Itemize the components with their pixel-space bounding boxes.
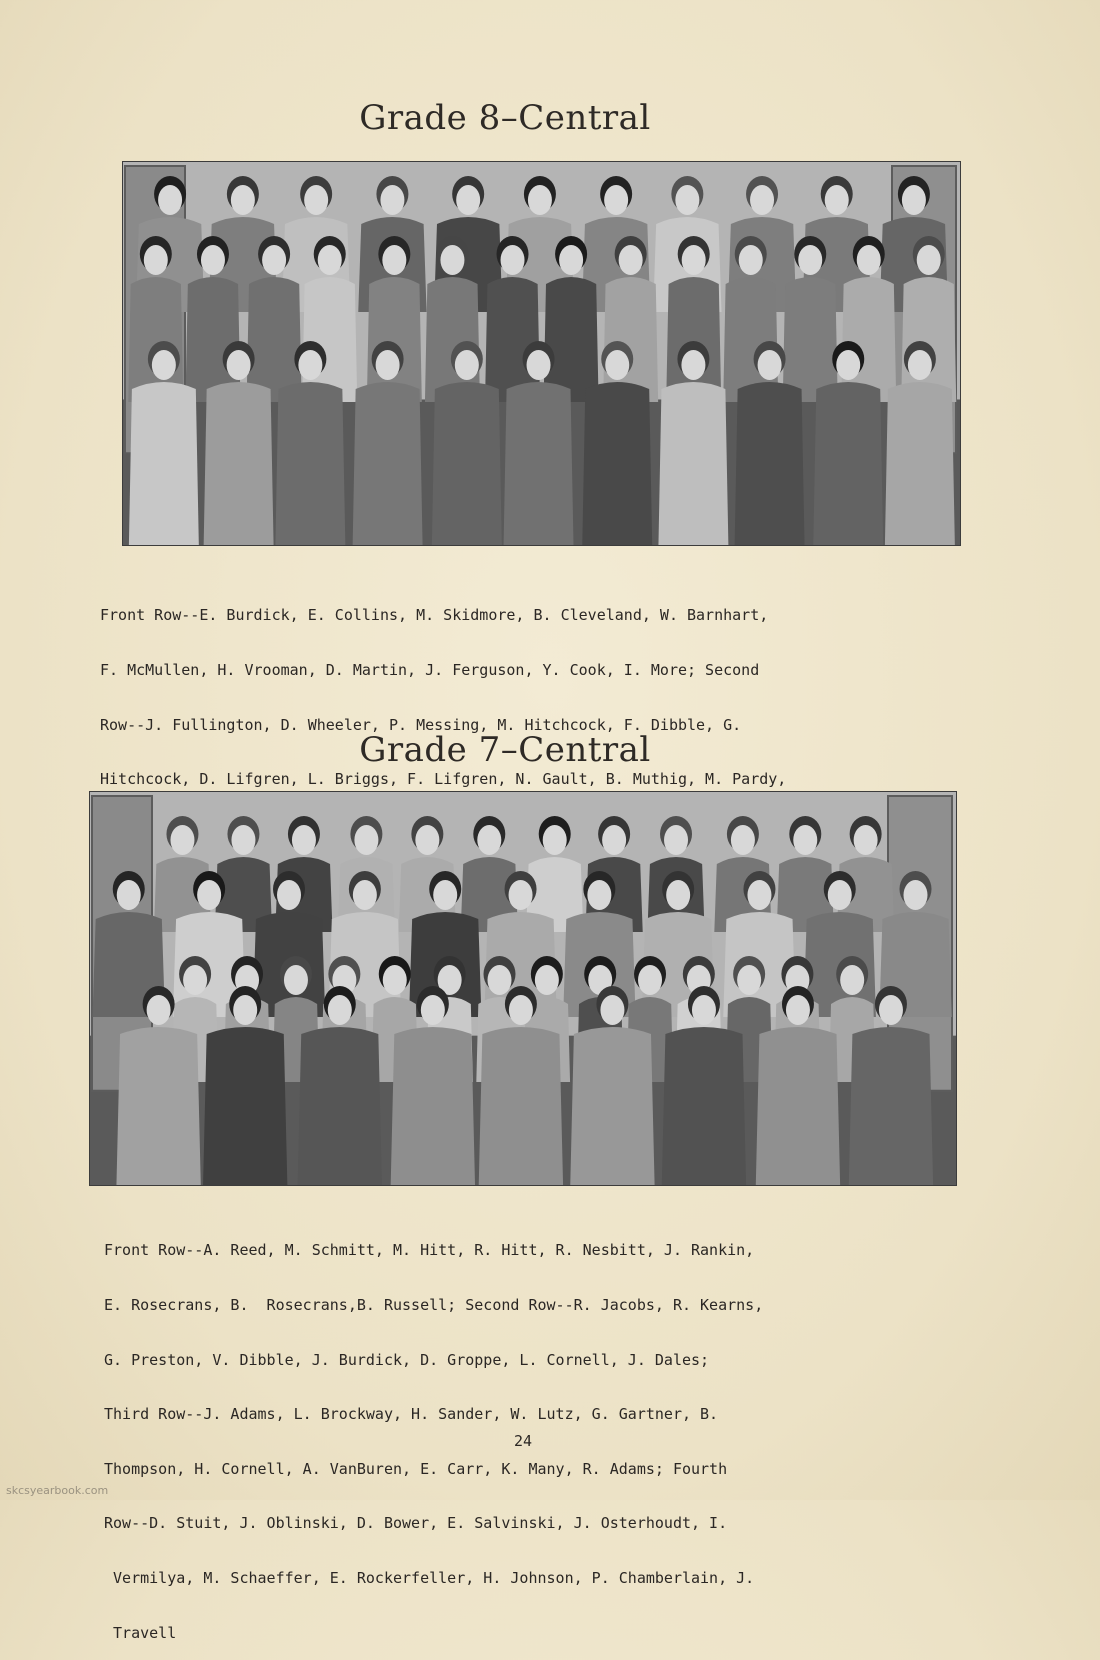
class-photo-grade-8 — [122, 161, 961, 546]
caption-line: Travell — [104, 1623, 177, 1642]
section-title-grade-8: Grade 8–Central — [359, 98, 651, 138]
caption-line: Row--J. Fullington, D. Wheeler, P. Messing, M. Hitchcock, F. Dibble, G. — [100, 715, 742, 734]
caption-line: E. Rosecrans, B. Rosecrans,B. Russell; Second Row--R. Jacobs, R. Kearns, — [104, 1296, 764, 1315]
caption-line: Hitchcock, D. Lifgren, L. Briggs, F. Lifgren, N. Gault, B. Muthig, M. Pardy, — [100, 770, 787, 789]
caption-line: Front Row--A. Reed, M. Schmitt, M. Hitt, R. Hitt, R. Nesbitt, J. Rankin, — [104, 1241, 755, 1260]
watermark: skcsyearbook.com — [6, 1484, 109, 1497]
section-title-grade-7: Grade 7–Central — [359, 730, 651, 770]
class-photo-grade-7 — [89, 791, 957, 1186]
class-photo-grade-8-image — [123, 162, 960, 545]
caption-line: Thompson, H. Cornell, A. VanBuren, E. Carr, K. Many, R. Adams; Fourth — [104, 1459, 728, 1478]
caption-line: Front Row--E. Burdick, E. Collins, M. Skidmore, B. Cleveland, W. Barnhart, — [100, 606, 769, 625]
class-photo-grade-7-image — [90, 792, 956, 1185]
page-number: 24 — [513, 1432, 533, 1450]
caption-line: Vermilya, M. Schaeffer, E. Rockerfeller, H. Johnson, P. Chamberlain, J. — [104, 1569, 755, 1588]
caption-line: Third Row--J. Adams, L. Brockway, H. Sander, W. Lutz, G. Gartner, B. — [104, 1405, 719, 1424]
caption-line: F. McMullen, H. Vrooman, D. Martin, J. Ferguson, Y. Cook, I. More; Second — [100, 661, 760, 680]
caption-line: G. Preston, V. Dibble, J. Burdick, D. Groppe, L. Cornell, J. Dales; — [104, 1350, 710, 1369]
caption-line: Row--D. Stuit, J. Oblinski, D. Bower, E. Salvinski, J. Osterhoudt, I. — [104, 1514, 728, 1533]
